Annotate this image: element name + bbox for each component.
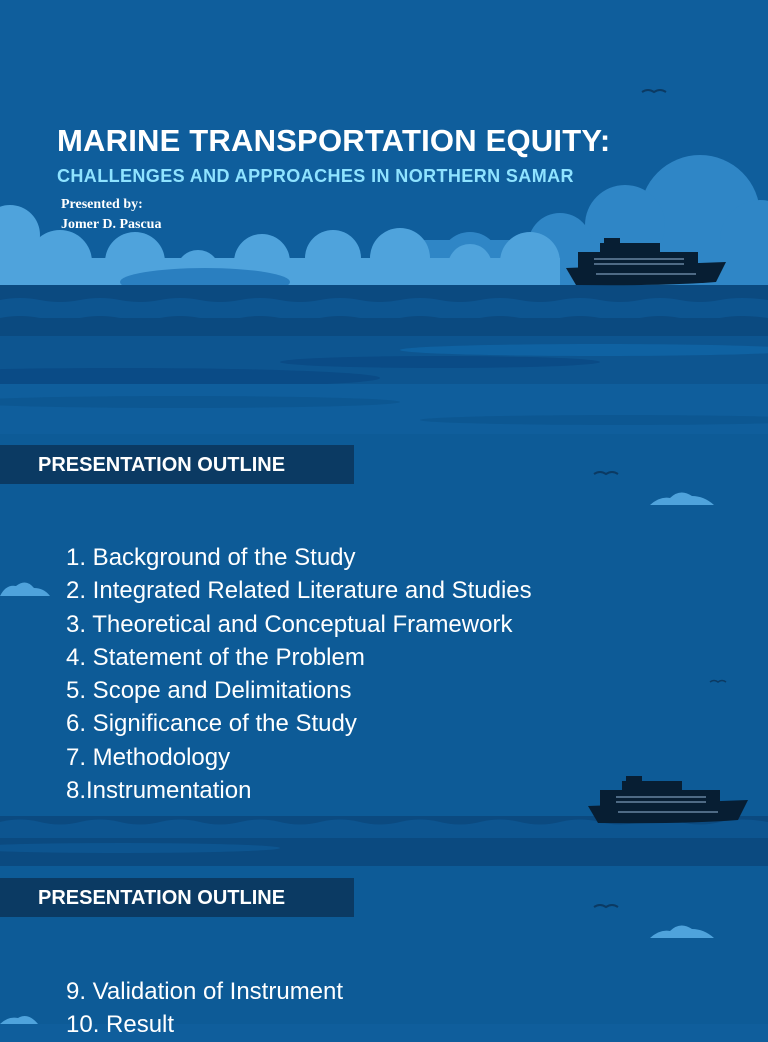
list-item: 9. Validation of Instrument [66, 978, 344, 1005]
list-item: 8.Instrumentation [66, 777, 252, 805]
cover-slide [0, 0, 768, 434]
list-item: 1. Background of the Study [66, 544, 356, 571]
list-item: 10. Result [66, 1011, 175, 1039]
presenter-name: Jomer D. Pascua [61, 217, 162, 232]
outline-slide-1 [0, 434, 768, 866]
outline-heading-banner [0, 445, 354, 484]
list-item: 5. Scope and Delimitations [66, 677, 352, 705]
outline-list [66, 541, 532, 807]
list-item: 2. Integrated Related Literature and Studies [66, 577, 532, 605]
presentation-subtitle: CHALLENGES AND APPROACHES IN NORTHERN SAMAR [57, 166, 574, 186]
list-item: 6. Significance of the Study [66, 710, 357, 738]
list-item: 3. Theoretical and Conceptual Framework [66, 610, 513, 638]
presentation-title: MARINE TRANSPORTATION EQUITY: [57, 123, 611, 158]
outline-heading: PRESENTATION OUTLINE [38, 887, 286, 909]
outline-heading-banner [0, 878, 354, 917]
presented-by-label: Presented by: [61, 197, 143, 212]
outline-list [66, 975, 343, 1042]
outline-slide-2 [0, 866, 768, 1039]
list-item: 7. Methodology [66, 743, 231, 771]
list-item: 4. Statement of the Problem [66, 643, 365, 671]
outline-heading: PRESENTATION OUTLINE [38, 454, 286, 476]
